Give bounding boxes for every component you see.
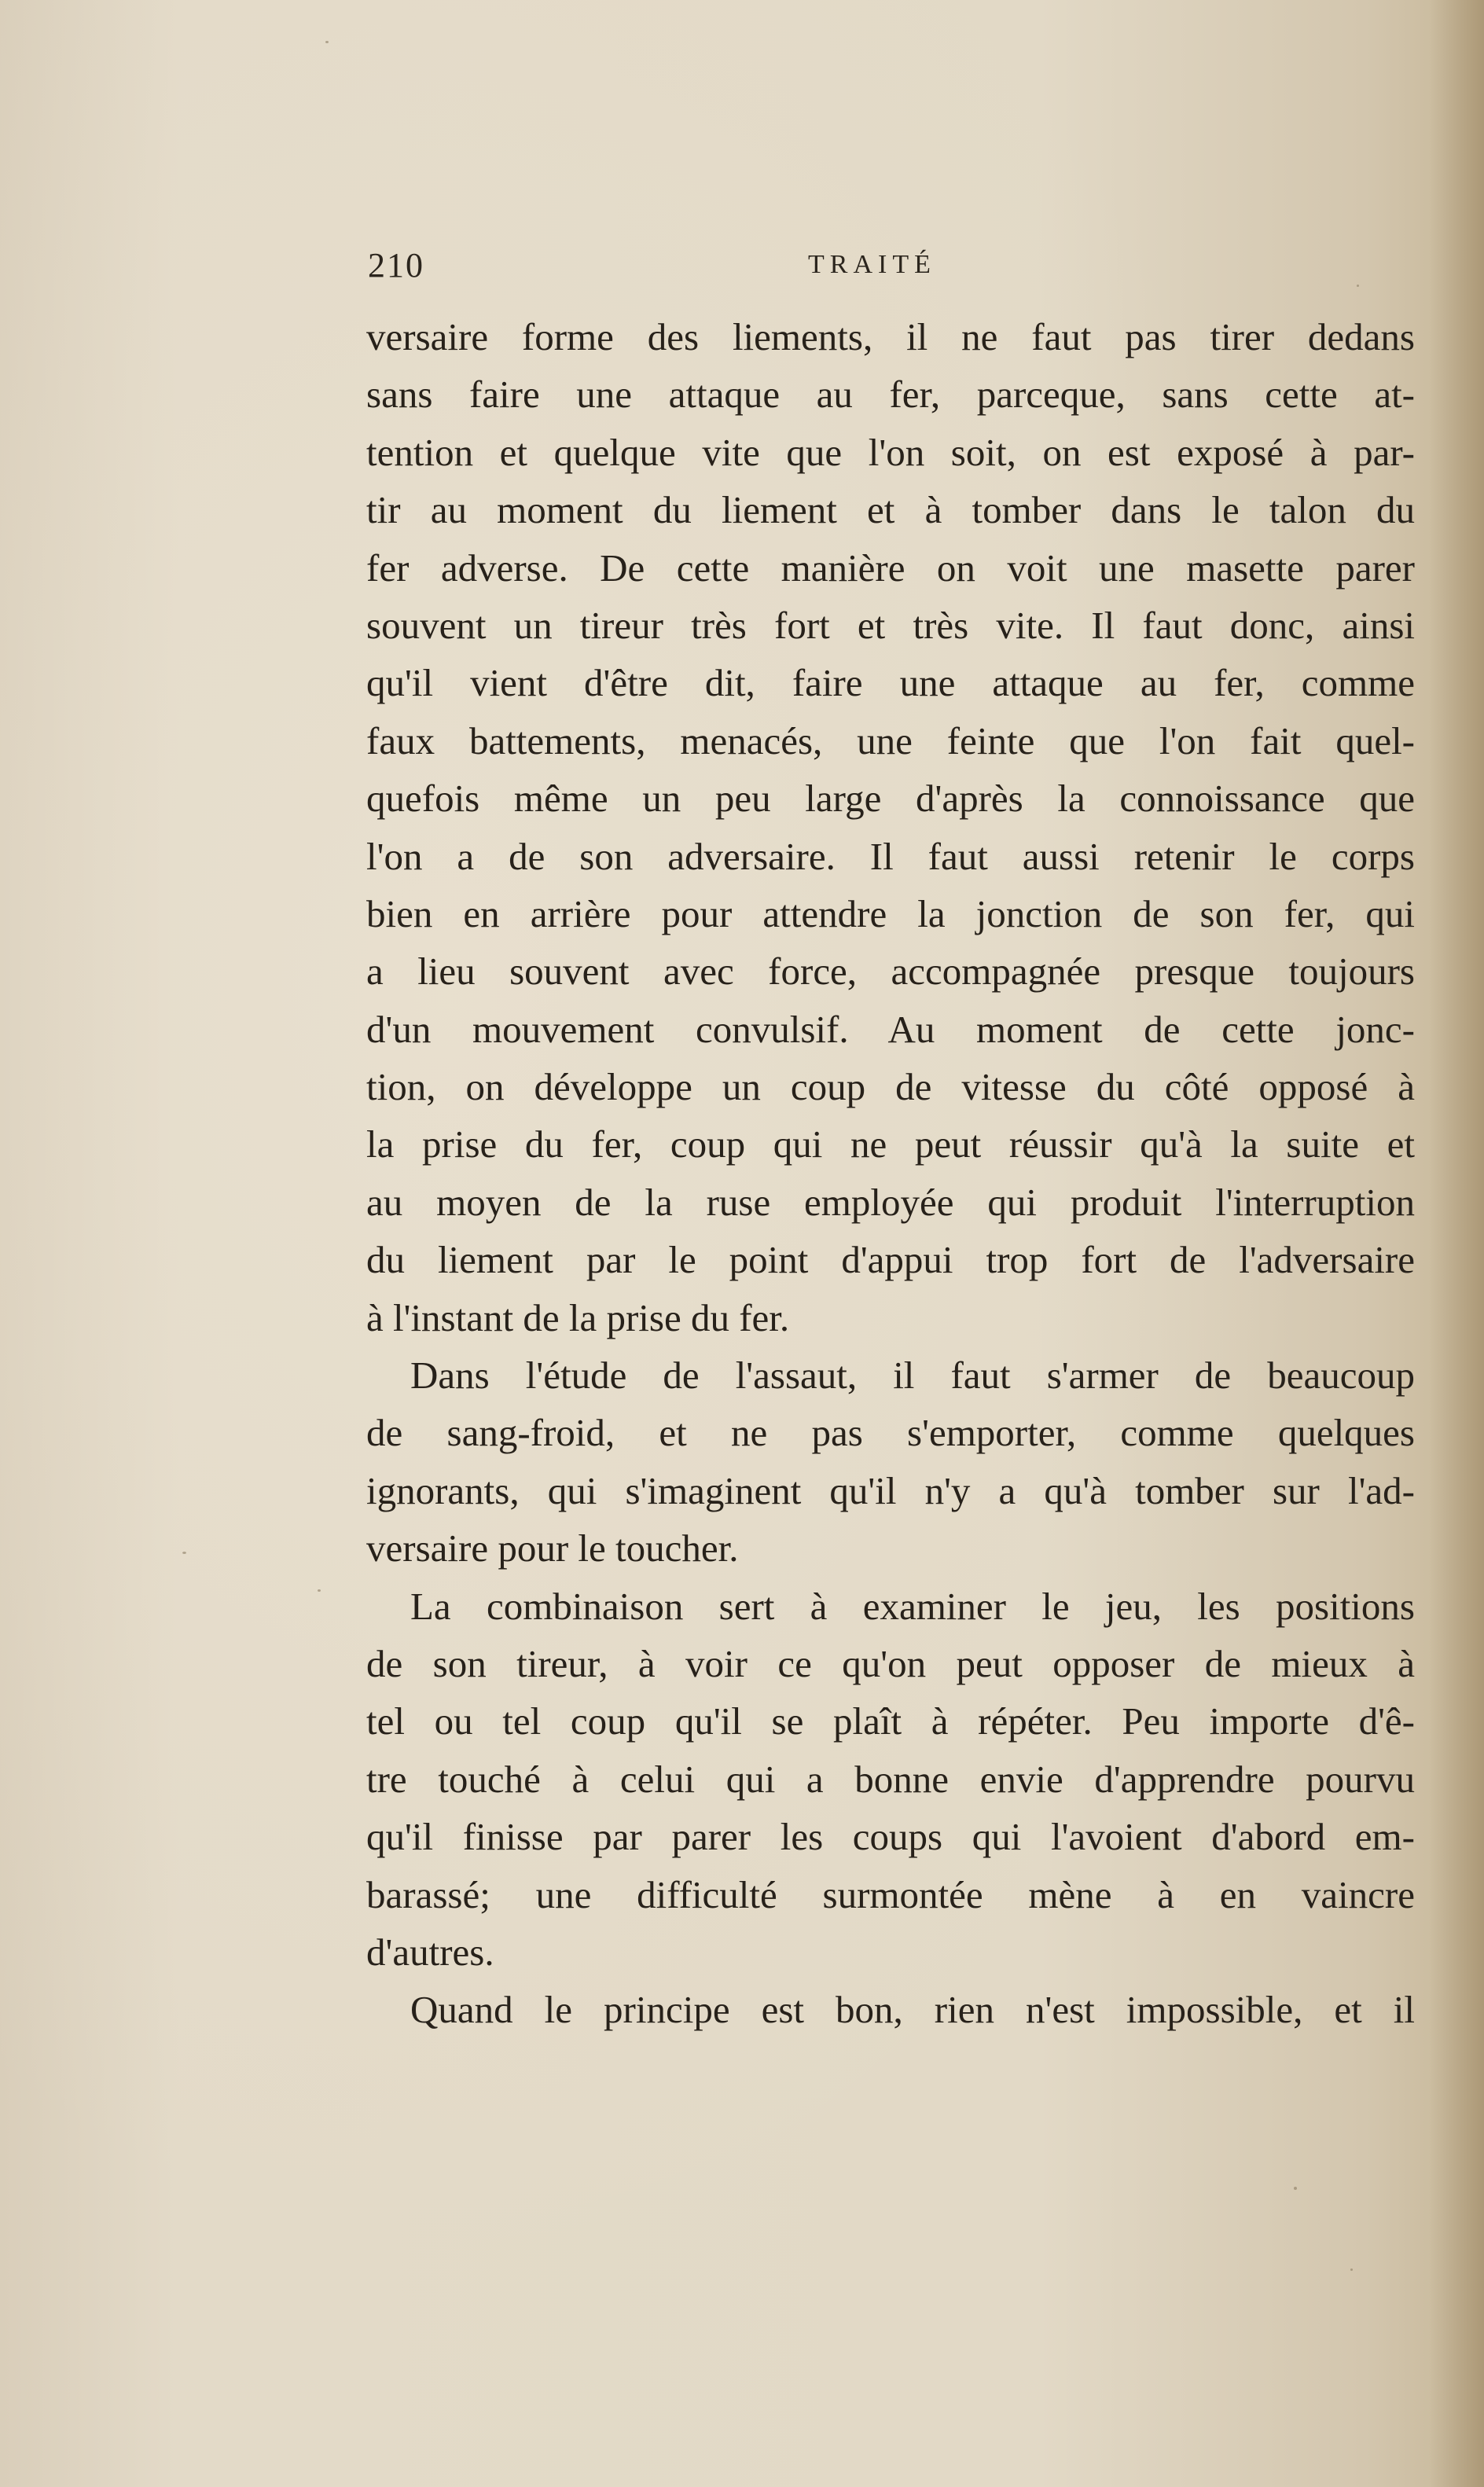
text-line: qu'il vient d'être dit, faire une attaque au fer, comme xyxy=(366,661,1415,705)
text-line: à l'instant de la prise du fer. xyxy=(366,1295,790,1339)
text-line: faux battements, menacés, une feinte que l'on fait quel- xyxy=(366,718,1415,762)
paper-speck xyxy=(182,1552,186,1554)
text-line: d'autres. xyxy=(366,1930,494,1974)
text-line: souvent un tireur très fort et très vite. Il faut donc, ainsi xyxy=(366,603,1415,647)
text-line: tre touché à celui qui a bonne envie d'apprendre pourvu xyxy=(366,1757,1415,1801)
text-line: qu'il finisse par parer les coups qui l'avoient d'abord em- xyxy=(366,1815,1415,1859)
text-line: barassé; une difficulté surmontée mène à en vaincre xyxy=(366,1872,1415,1916)
paper-speck xyxy=(325,41,329,43)
text-line: ignorants, qui s'imaginent qu'il n'y a qu'à tomber sur l'ad- xyxy=(366,1468,1415,1512)
text-line: au moyen de la ruse employée qui produit l'interruption xyxy=(366,1180,1415,1224)
page-spine-shadow xyxy=(1429,0,1484,2487)
page-header xyxy=(368,245,1405,292)
paper-speck xyxy=(1350,2268,1353,2271)
paragraph-first-line: Quand le principe est bon, rien n'est impossible, et il xyxy=(410,1988,1415,2032)
text-line: versaire pour le toucher. xyxy=(366,1526,739,1570)
paragraph-first-line: Dans l'étude de l'assaut, il faut s'armer de beaucoup xyxy=(410,1354,1415,1398)
text-line: tel ou tel coup qu'il se plaît à répéter. Peu importe d'ê- xyxy=(366,1699,1415,1743)
page-number: 210 xyxy=(368,246,424,285)
text-line: a lieu souvent avec force, accompagnée presque toujours xyxy=(366,950,1415,994)
text-line: la prise du fer, coup qui ne peut réussir qu'à la suite et xyxy=(366,1122,1415,1166)
text-line: de sang-froid, et ne pas s'emporter, comme quelques xyxy=(366,1411,1415,1455)
running-title: TRAITÉ xyxy=(808,250,936,279)
text-line: tir au moment du liement et à tomber dans le talon du xyxy=(366,488,1415,532)
paper-speck xyxy=(318,1589,321,1592)
paragraph-first-line: La combinaison sert à examiner le jeu, les positions xyxy=(410,1584,1415,1628)
text-line: fer adverse. De cette manière on voit une masette parer xyxy=(366,546,1415,590)
text-line: d'un mouvement convulsif. Au moment de cette jonc- xyxy=(366,1007,1415,1051)
text-line: sans faire une attaque au fer, parceque, sans cette at- xyxy=(366,373,1415,417)
text-line: bien en arrière pour attendre la jonction de son fer, qui xyxy=(366,891,1415,935)
text-line: tention et quelque vite que l'on soit, on est exposé à par- xyxy=(366,430,1415,474)
text-line: tion, on développe un coup de vitesse du côté opposé à xyxy=(366,1065,1415,1109)
text-line: du liement par le point d'appui trop fort de l'adversaire xyxy=(366,1238,1415,1282)
text-line: de son tireur, à voir ce qu'on peut opposer de mieux à xyxy=(366,1641,1415,1685)
text-line: versaire forme des liements, il ne faut pas tirer dedans xyxy=(366,315,1415,358)
body-text xyxy=(366,308,1415,2039)
text-line: l'on a de son adversaire. Il faut aussi retenir le corps xyxy=(366,834,1415,878)
paper-speck xyxy=(1294,2187,1297,2190)
text-line: quefois même un peu large d'après la connoissance que xyxy=(366,777,1415,821)
